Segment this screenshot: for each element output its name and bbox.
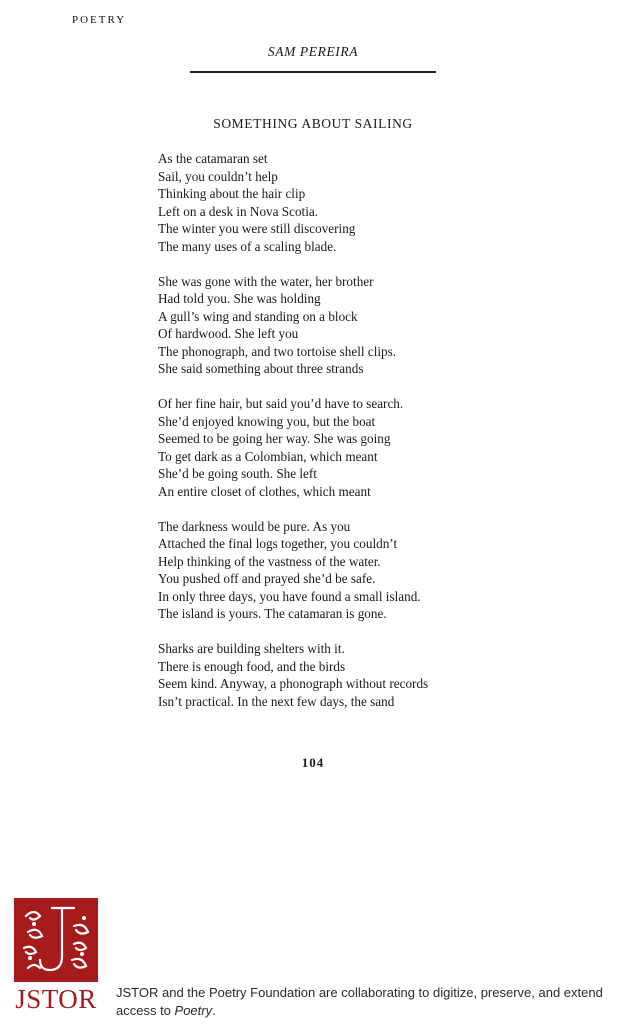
author-name: SAM PEREIRA	[267, 44, 359, 59]
poem-line: Of hardwood. She left you	[158, 326, 299, 341]
poem-line: The winter you were still discovering	[158, 221, 356, 236]
poem-line: Sharks are building shelters with it.	[158, 641, 345, 656]
poem-line: She’d be going south. She left	[158, 466, 317, 481]
poem-line: Help thinking of the vastness of the water.	[158, 553, 381, 569]
author-rule	[190, 71, 436, 73]
poem-line: Isn’t practical. In the next few days, the sand	[158, 693, 395, 709]
poem-line: There is enough food, and the birds	[158, 658, 346, 674]
poem-line: The phonograph, and two tortoise shell clips.	[158, 343, 397, 359]
poem-line: The island is yours. The catamaran is gone.	[158, 606, 387, 621]
notice-period: .	[212, 1003, 216, 1018]
poem-line: Sail, you couldn’t help	[158, 168, 278, 184]
notice-journal-name: Poetry	[174, 1003, 213, 1018]
page-number: 104	[301, 755, 325, 770]
poem-title: SOMETHING ABOUT SAILING	[213, 116, 413, 131]
jstor-wordmark: JSTOR	[15, 984, 97, 1014]
poem-line: Seemed to be going her way. She was going	[158, 431, 391, 446]
collaboration-notice	[116, 984, 606, 1020]
poem-stanza	[158, 640, 538, 710]
poem-line: Left on a desk in Nova Scotia.	[158, 203, 319, 219]
poem-line: Thinking about the hair clip	[158, 186, 306, 201]
journal-header: POETRY	[72, 14, 127, 26]
poem-line: She’d enjoyed knowing you, but the boat	[158, 413, 376, 429]
poem-line: The darkness would be pure. As you	[158, 518, 351, 534]
poem-stanza	[158, 395, 538, 500]
poem-line: She was gone with the water, her brother	[158, 273, 374, 289]
poem-line: As the catamaran set	[158, 151, 268, 166]
poem-line: A gull’s wing and standing on a block	[158, 308, 358, 324]
poem-line: You pushed off and prayed she’d be safe.	[158, 571, 376, 586]
poem-line: Had told you. She was holding	[158, 291, 321, 306]
poem-line: Of her fine hair, but said you’d have to search.	[158, 396, 404, 411]
jstor-logo[interactable]	[14, 898, 98, 1015]
poem-stanza	[158, 273, 538, 378]
notice-text: JSTOR and the Poetry Foundation are collaborating to digitize, preserve, and extend access to	[116, 985, 603, 1018]
poem-line: In only three days, you have found a small island.	[158, 588, 421, 604]
jstor-emblem-icon	[14, 898, 98, 982]
poem-body	[158, 150, 538, 728]
poem-stanza	[158, 150, 538, 255]
poem-line: The many uses of a scaling blade.	[158, 238, 337, 254]
poem-stanza	[158, 518, 538, 623]
poem-line: Seem kind. Anyway, a phonograph without records	[158, 676, 429, 691]
poem-line: She said something about three strands	[158, 361, 364, 376]
poem-line: To get dark as a Colombian, which meant	[158, 448, 378, 464]
poem-line: Attached the final logs together, you couldn’t	[158, 536, 398, 551]
poem-line: An entire closet of clothes, which meant	[158, 483, 371, 499]
